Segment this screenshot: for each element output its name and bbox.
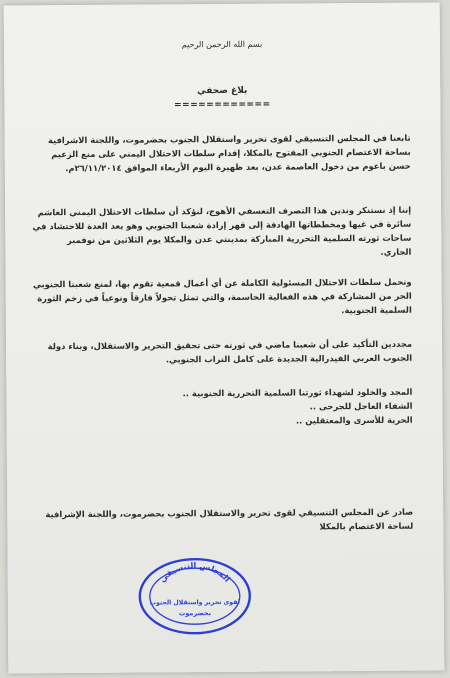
title-underline: ============: [174, 99, 271, 111]
paragraph-2: [27, 203, 411, 262]
basmala: بسم الله الرحمن الرحيم: [181, 39, 263, 50]
stamp-arc-text: المجلس التنسيقي: [157, 561, 232, 585]
paragraph-line: الجاري.: [380, 246, 412, 257]
signature-block: [29, 505, 413, 536]
paragraph-line: مجددين التأكيد على أن شعبنا ماضي في ثورته حتى تحقيق التحرير والاستقلال، وبناء دولة: [47, 338, 413, 352]
paragraph-line: الحر من المشاركة في هذه الفعالية الحاسمة، والتي تمثل تحولاً فارقاً ونوعياً في زخم الثورة: [37, 290, 412, 304]
paragraph-line: تابعنا في المجلس التنسيقي لقوى تحرير واستقلال الجنوب بحضرموت، واللجنة الاشرافية: [47, 132, 411, 146]
slogan-line: الحرية للأسرى والمعتقلين ..: [295, 414, 413, 426]
paragraph-1: [27, 131, 411, 176]
paragraph-line: إننا إذ نستنكر وندين هذا التصرف التعسفي الأهوج، لنؤكد أن سلطات الاحتلال اليمني الغاشم: [37, 204, 412, 218]
stamp-line-2: بحضرموت: [178, 609, 212, 618]
paragraph-line: ساحات ثورته السلمية التحررية المباركة بمدينتي عدن والمكلا يوم الثلاثين من نوفمبر: [66, 232, 412, 246]
paragraph-line: ونحمل سلطات الاحتلال المسئولية الكاملة عن أي أعمال قمعية تقوم بها، لمنع شعبنا الجنوبي: [32, 276, 412, 290]
slogan-line: الشفاء العاجل للجرحى ..: [309, 400, 413, 412]
closing-slogans: [28, 385, 412, 430]
paragraph-line: السلمية الجنوبية.: [341, 304, 412, 316]
paragraph-line: حسن باعوم من دخول العاصمة عدن، بعد ظهيرة اليوم الأربعاء الموافق ٢٦/١١/٢٠١٤م.: [65, 160, 411, 174]
paragraph-line: سائرة في غيها ومخططاتها الهادفة إلى قهر إرادة شعبنا الجنوبي وهو يعد العدة للاحتشاد في: [32, 218, 412, 232]
slogan-line: المجد والخلود لشهداء ثورتنا السلمية التحررية الجنوبية ..: [182, 386, 413, 399]
paragraph-line: الجنوب العربي الفيدرالية الجديدة على كامل التراب الجنوبي.: [165, 352, 413, 365]
paragraph-line: بساحة الاعتصام الجنوبي المفتوح بالمكلا، إقدام سلطات الاحتلال اليمني على منع الزعيم: [51, 146, 411, 160]
press-release-sheet: [4, 2, 445, 673]
paragraph-3: [28, 275, 412, 320]
stamp-line-1: لقوى تحرير واستقلال الجنوب: [149, 598, 240, 607]
signature-line: صادر عن المجلس التنسيقي لقوى تحرير والاستقلال الجنوب بحضرموت، واللجنة الإشرافية: [45, 506, 414, 520]
paragraph-4: [28, 337, 412, 368]
signature-line: لساحة الاعتصام بالمكلا: [319, 520, 414, 532]
page-title: بلاغ صحفي: [197, 85, 248, 97]
official-stamp: [136, 556, 255, 637]
